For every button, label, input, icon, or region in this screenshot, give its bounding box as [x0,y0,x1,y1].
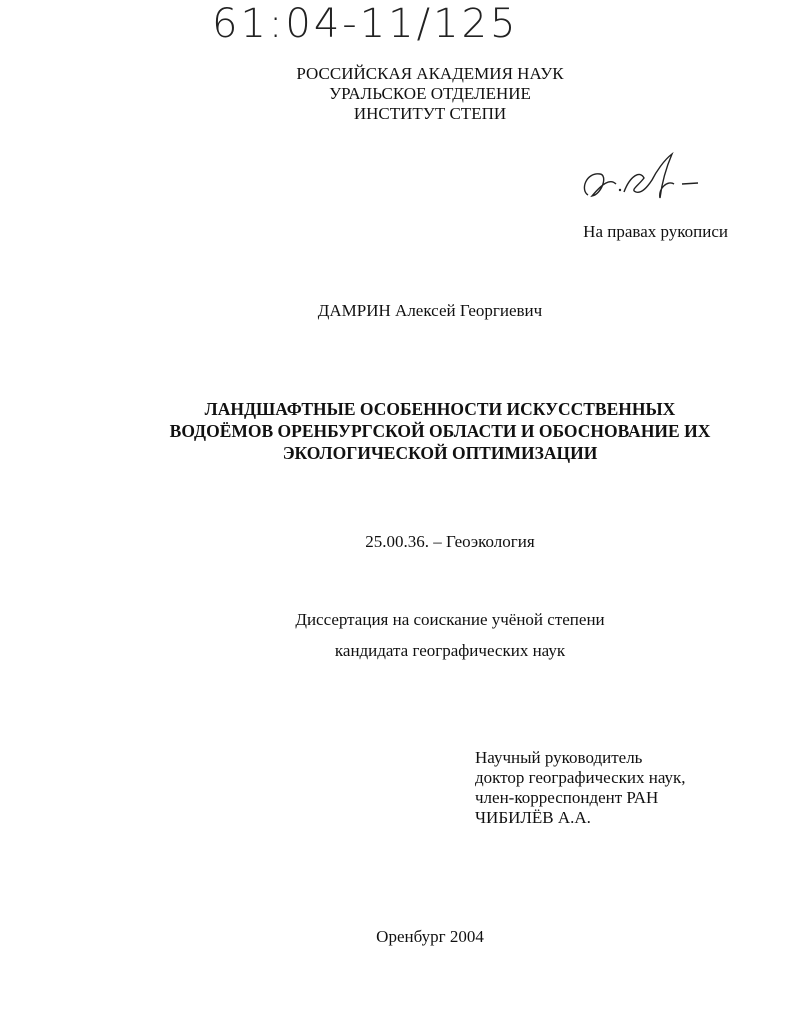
title-line-2: ВОДОЁМОВ ОРЕНБУРГСКОЙ ОБЛАСТИ И ОБОСНОВАНИЕ ИХ [169,421,711,441]
author-name: ДАМРИН Алексей Георгиевич [317,301,543,320]
specialty-code: 25.00.36. – Геоэкология [365,532,535,551]
dissertation-title [120,398,760,464]
rights-notice: На правах рукописи [583,222,728,241]
degree-statement [240,610,660,661]
degree-line-1: Диссертация на соискание учёной степени [295,610,605,629]
scientific-supervisor [475,748,775,828]
organization-line-branch: УРАЛЬСКОЕ ОТДЕЛЕНИЕ [329,84,531,103]
organization-line-academy: РОССИЙСКАЯ АКАДЕМИЯ НАУК [296,64,564,83]
organization-line-institute: ИНСТИТУТ СТЕПИ [353,104,507,123]
archive-stamp-number: 61:04-11/125 [212,1,519,47]
city-year: Оренбург 2004 [376,927,484,946]
signature-image [578,150,708,210]
title-line-1: ЛАНДШАФТНЫЕ ОСОБЕННОСТИ ИСКУССТВЕННЫХ [204,399,676,419]
supervisor-role: Научный руководитель [475,748,643,767]
degree-line-2: кандидата географических наук [334,641,566,660]
supervisor-name: ЧИБИЛЁВ А.А. [475,808,591,827]
title-line-3: ЭКОЛОГИЧЕСКОЙ ОПТИМИЗАЦИИ [282,443,598,463]
supervisor-degree: доктор географических наук, [475,768,686,787]
supervisor-title: член-корреспондент РАН [475,788,659,807]
organization-header [200,64,660,124]
